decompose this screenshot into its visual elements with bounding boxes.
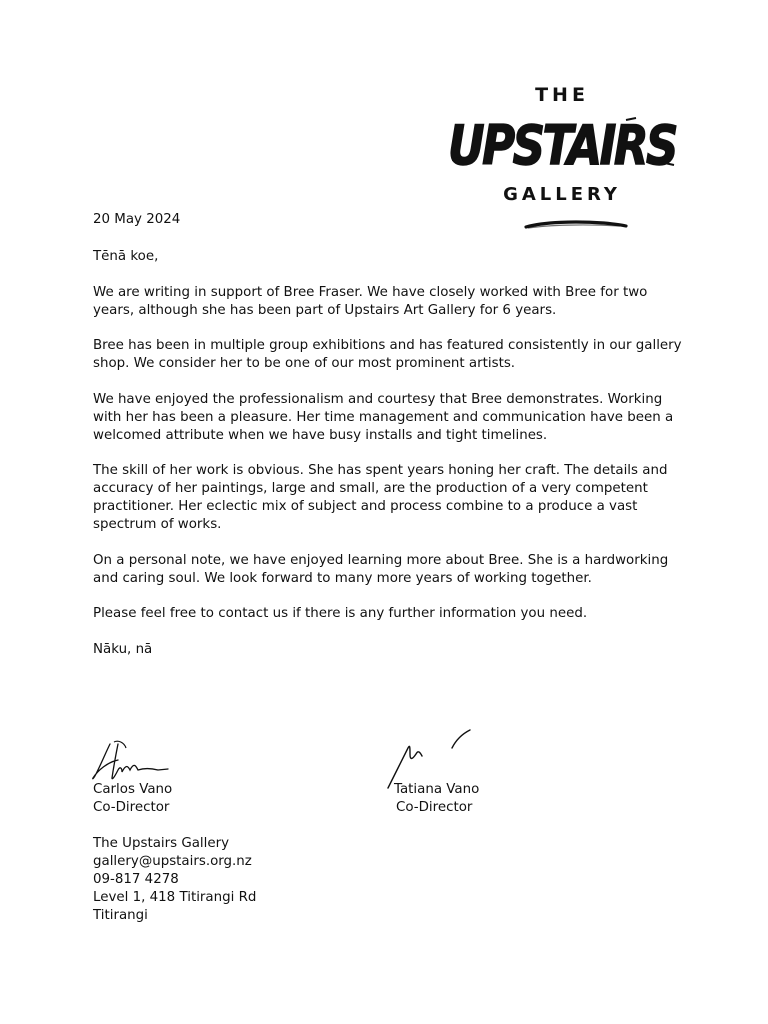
contact-address-line1: Level 1, 418 Titirangi Rd bbox=[93, 890, 257, 905]
signatory-carlos bbox=[93, 781, 172, 817]
logo-gallery-text: GALLERY bbox=[503, 184, 621, 205]
contact-address-line2: Titirangi bbox=[93, 908, 148, 923]
letter-closing: Nāku, nā bbox=[93, 641, 153, 657]
logo-the-text: THE bbox=[535, 84, 589, 106]
letter-paragraph: On a personal note, we have enjoyed learning more about Bree. She is a hardworking and caring soul. We look forward to many more years of working together. bbox=[93, 552, 669, 586]
contact-email[interactable]: gallery@upstairs.org.nz bbox=[93, 854, 252, 869]
contact-org: The Upstairs Gallery bbox=[93, 836, 230, 851]
letter-greeting: Tēnā koe, bbox=[93, 249, 159, 264]
letter-body bbox=[93, 211, 683, 676]
letter-date: 20 May 2024 bbox=[93, 212, 181, 227]
letter-paragraph: Bree has been in multiple group exhibitions and has featured consistently in our gallery shop. We consider her to be one of our most prominent artists. bbox=[93, 338, 682, 371]
logo-upstairs-text: UPSTAIRS bbox=[448, 114, 677, 177]
signatory-name: Tatiana Vano bbox=[394, 782, 480, 797]
signatory-title: Co-Director bbox=[396, 800, 473, 815]
signatory-name: Carlos Vano bbox=[93, 782, 173, 797]
logo-upstairs-brush bbox=[446, 112, 678, 177]
letter-paragraph: We have enjoyed the professionalism and courtesy that Bree demonstrates. Working with her has been a pleasure. Her time management and communication have been a welcomed attribute when we have busy installs and tight timelines. bbox=[93, 391, 674, 443]
signatory-tatiana bbox=[394, 781, 479, 817]
contact-details bbox=[93, 835, 256, 925]
letter-paragraph: We are writing in support of Bree Fraser. We have closely worked with Bree for two years, although she has been part of Upstairs Art Gallery for 6 years. bbox=[93, 284, 648, 318]
signatory-title: Co-Director bbox=[93, 800, 170, 815]
letter-paragraph: The skill of her work is obvious. She has spent years honing her craft. The details and accuracy of her paintings, large and small, are the production of a very competent practitioner. Her eclectic mix of subject and process combine to a produce a vast spectrum of works. bbox=[93, 463, 668, 532]
contact-phone[interactable]: 09-817 4278 bbox=[93, 872, 179, 887]
signature-carlos bbox=[88, 738, 176, 784]
letter-paragraph: Please feel free to contact us if there is any further information you need. bbox=[93, 606, 588, 621]
